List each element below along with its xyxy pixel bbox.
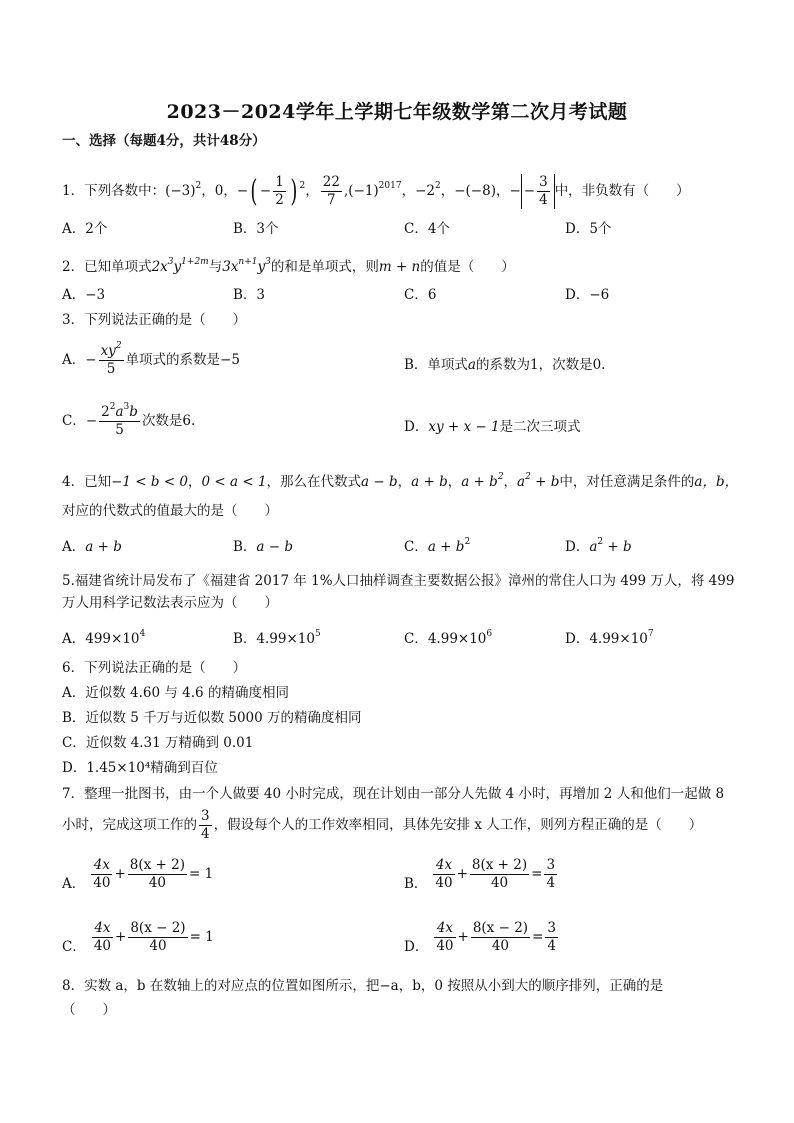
question-7-stem-line2: 小时，完成这项工作的 $\frac{3}{4}$ ，假设每个人的工作效率相同，具体先安排 x 人工作，则列方程正确的是（ ） [62, 808, 703, 842]
q2-option-d[interactable]: D．−6 [565, 287, 610, 303]
q3-option-c[interactable]: C．− $\frac{2^2a^3b}{5}$ 次数是6. [62, 402, 196, 438]
q1-rparen: ) [290, 173, 298, 209]
q1-suffix: 中，非负数有（ ） [554, 183, 690, 199]
q1-prefix: 1．下列各数中： [62, 183, 166, 199]
q1-pow: $(-1)^{2017}$ [348, 181, 402, 199]
q1-neg8: −(−8) [454, 183, 496, 199]
q7-option-a[interactable]: A． $\frac{4x}{40}$ + $\frac{8(x + 2)}{40}$ = 1 [62, 857, 214, 892]
question-6-stem: 6．下列说法正确的是（ ） [62, 660, 247, 676]
q6-option-d[interactable]: D．1.45×10⁴精确到百位 [62, 760, 218, 776]
q1-abs: − $\frac{3}{4}$ [521, 174, 555, 209]
q1-half-fraction: $\frac{1}{2}$ [275, 174, 284, 208]
q1-option-d[interactable]: D．5个 [565, 221, 612, 237]
q2-suffix: 的和是单项式，则 [270, 259, 379, 275]
q4-option-c[interactable]: C．$a + b^2$ [404, 537, 471, 555]
q4-option-d[interactable]: D．$a^2 + b$ [565, 537, 632, 555]
q6-option-c[interactable]: C．近似数 4.31 万精确到 0.01 [62, 735, 254, 751]
q1-sep: ，0， [201, 183, 237, 199]
q2-term1: $2x^3y^{1+2m}$ [151, 257, 209, 275]
q5-option-d[interactable]: D．$4.99\times 10^7$ [565, 629, 654, 647]
q2-option-b[interactable]: B．3 [233, 287, 266, 303]
q2-option-c[interactable]: C．6 [404, 287, 437, 303]
q1-22-7-fraction: $\frac{22}{7}$ [322, 174, 340, 208]
question-3-stem: 3．下列说法正确的是（ ） [62, 312, 247, 328]
q3-option-a[interactable]: A．− $\frac{xy^2}{5}$ 单项式的系数是−5 [62, 341, 240, 377]
q4-option-b[interactable]: B．a − b [233, 539, 294, 555]
q1-term-a: $(-3)^2$ [165, 181, 202, 199]
question-5-stem-line2: 万人用科学记数法表示应为（ ） [62, 595, 278, 611]
question-1-stem: 1．下列各数中：$(-3)^2$，0，−( − $\frac{1}{2}$ ) $^2$， $\frac{22}{7}$ $,(-1)^{2017}$，$-2^2$，−(−8)，− − $\frac{3}{4}$ 中，非负数有（ ） [62, 173, 690, 209]
question-5-stem-line1: 5.福建省统计局发布了《福建省 2017 年 1%人口抽样调查主要数据公报》漳州的常住人口为 499 万人，将 499 [62, 573, 735, 589]
q6-option-a[interactable]: A．近似数 4.60 与 4.6 的精确度相同 [62, 685, 289, 701]
q1-lparen: ( [250, 173, 258, 209]
q1-option-c[interactable]: C．4个 [404, 221, 450, 237]
q3-option-b[interactable]: B．单项式a的系数为1，次数是0. [404, 357, 606, 373]
section-heading: 一、选择（每题4分，共计48分） [62, 133, 266, 149]
q6-option-b[interactable]: B．近似数 5 千万与近似数 5000 万的精确度相同 [62, 710, 362, 726]
q1-neg: − [236, 183, 249, 199]
q1-neg-inner: − [259, 183, 272, 199]
question-4-stem-line1: 4．已知−1 < b < 0，0 < a < 1，那么在代数式a − b，a + b，$a + b^2$，$a^2 + b$中，对任意满足条件的a，b， [62, 472, 739, 490]
q1-option-a[interactable]: A．2个 [62, 221, 108, 237]
question-8-stem-line2: （ ） [62, 1002, 116, 1018]
q2-term2: $3x^{n+1}y^3$ [222, 257, 271, 275]
q2-option-a[interactable]: A．−3 [62, 287, 106, 303]
q5-option-a[interactable]: A．$499\times 10^4$ [62, 629, 146, 647]
question-2-stem [62, 257, 515, 277]
q7-option-b[interactable]: B． $\frac{4x}{40}$ + $\frac{8(x + 2)}{40}$ = $\frac{3}{4}$ [404, 857, 556, 892]
q5-option-b[interactable]: B．$4.99\times 10^5$ [233, 629, 321, 647]
q2-prefix: 2．已知单项式 [62, 259, 152, 275]
question-4-stem-line2: 对应的代数式的值最大的是（ ） [62, 503, 278, 519]
q1-half-exp: 2 [299, 181, 306, 191]
q1-neg2: $-2^2$ [415, 181, 441, 199]
q7-option-d[interactable]: D． $\frac{4x}{40}$ + $\frac{8(x - 2)}{40}$ = $\frac{3}{4}$ [404, 920, 556, 955]
q2-suffix2: 的值是（ ） [420, 259, 515, 275]
q2-expr: m + n [378, 259, 421, 275]
q7-option-c[interactable]: C． $\frac{4x}{40}$ + $\frac{8(x - 2)}{40}$ = 1 [62, 920, 214, 955]
question-8-stem-line1: 8．实数 a，b 在数轴上的对应点的位置如图所示，把−a，b，0 按照从小到大的顺序排列，正确的是 [62, 978, 664, 994]
page-title: 2023－2024学年上学期七年级数学第二次月考试题 [166, 101, 628, 123]
q2-mid: 与 [208, 259, 223, 275]
q3-option-d[interactable]: D．xy + x − 1是二次三项式 [404, 419, 581, 435]
q5-option-c[interactable]: C．$4.99\times 10^6$ [404, 629, 493, 647]
q4-option-a[interactable]: A．a + b [62, 539, 122, 555]
question-7-stem-line1: 7．整理一批图书，由一个人做要 40 小时完成，现在计划由一部分人先做 4 小时，再增加 2 人和他们一起做 8 [62, 786, 725, 802]
q1-option-b[interactable]: B．3个 [233, 221, 279, 237]
